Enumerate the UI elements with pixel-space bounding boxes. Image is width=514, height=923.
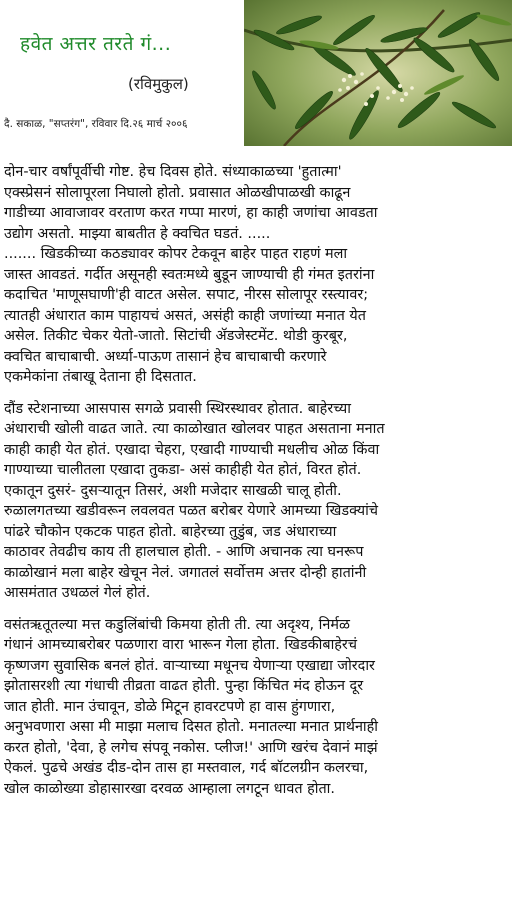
- text-line: क्वचित बाचाबाची. अर्ध्या-पाऊण तासानं हेच बाचाबाची करणारे: [4, 348, 327, 365]
- text-line: एकमेकांना तंबाखू देताना ही दिसतात.: [4, 369, 197, 385]
- text-line: काळोखानं मला बाहेर खेचून नेलं. जगातलं सर्वोत्तम अत्तर दोन्ही हातांनी: [4, 564, 367, 581]
- text-line: दौंड स्टेशनाच्या आसपास सगळे प्रवासी स्थिरस्थावर होतात. बाहेरच्या: [4, 400, 351, 417]
- text-line: कृष्णजग सुवासिक बनलं होतं. वाऱ्याच्या मधूनच येणाऱ्या एखाद्या जोरदार: [4, 657, 375, 674]
- text-line: काठावर तेवढीच काय ती हालचाल होती. - आणि अचानक त्या घनरूप: [4, 544, 364, 560]
- text-line: उद्योग असतो. माझ्या बाबतीत हे क्वचित घडतं. .....: [4, 225, 271, 242]
- text-line: झोतासरशी त्या गंधाची तीव्रता वाढत होती. पुन्हा किंचित मंद होऊन दूर: [4, 678, 364, 694]
- text-line: असेल. तिकीट चेकर येतो-जातो. सिटांची ॲडजेस्टमेंट. थोडी कुरबूर,: [4, 328, 348, 344]
- article-body: [4, 162, 508, 810]
- text-line: एकातून दुसरं- दुसऱ्यातून तिसरं, अशी मजेदार साखळी चालू होती.: [4, 482, 342, 499]
- text-line: आसमंतात उधळलं गेलं होतं.: [4, 585, 151, 601]
- text-line: गाडीच्या आवाजावर वरताण करत गप्पा मारणं, हा काही जणांचा आवडता: [4, 205, 378, 221]
- text-line: वसंतऋतूतल्या मत्त कडुलिंबांची किमया होती ती. त्या अदृश्य, निर्मळ: [4, 616, 350, 633]
- publication-source: दै. सकाळ, "सप्तरंग", रविवार दि.२६ मार्च २००६: [4, 118, 188, 130]
- paragraph-2: [4, 399, 508, 604]
- text-line: गंधानं आमच्याबरोबर पळणारा वारा भारून गेला होता. खिडकीबाहेरचं: [4, 637, 357, 653]
- text-line: खोल काळोख्या डोहासारखा दरवळ आम्हाला लगटून धावत होता.: [4, 780, 335, 797]
- text-line: अनुभवणारा असा मी माझा मलाच दिसत होतो. मनातल्या मनात प्रार्थनाही: [4, 719, 379, 735]
- text-line: ऐकलं. पुढचे अखंड दीड-दोन तास हा मस्तवाल, गर्द बॉटलग्रीन कलरचा,: [4, 760, 369, 776]
- text-line: गाण्याच्या चालीतला एखादा तुकडा- असं काहीही येत होतं, विरत होतं.: [4, 462, 362, 478]
- text-line: रुळालगतच्या खडीवरून लवलवत पळत बरोबर येणारे आमच्या खिडक्यांचे: [4, 503, 379, 519]
- text-line: अंधाराची खोली वाढत जाते. त्या काळोखात खोलवर पाहत असताना मनात: [4, 421, 385, 437]
- text-line: करत होतो, 'देवा, हे लगेच संपवू नकोस. प्लीज!' आणि खरंच देवानं माझं: [4, 739, 378, 756]
- text-line: त्यातही अंधारात काम पाहायचं असतं, असंही काही जणांच्या मनात येत: [4, 307, 366, 324]
- text-line: काही काही येत होतं. एखादा चेहरा, एखादी गाण्याची मधलीच ओळ किंवा: [4, 441, 380, 458]
- text-line: कदाचित 'माणूसघाणी'ही वाटत असेल. सपाट, नीरस सोलापूर रस्त्यावर;: [4, 287, 369, 303]
- text-line: पांढरे चौकोन एकटक पाहत होतो. बाहेरच्या तुडुंब, जड अंधाराच्या: [4, 523, 337, 540]
- article-title: हवेत अत्तर तरते गं...: [20, 33, 172, 55]
- text-line: जास्त आवडतं. गर्दीत असूनही स्वतःमध्ये बुडून जाण्याची ही गंमत इतरांना: [4, 266, 375, 283]
- paragraph-3: [4, 615, 508, 800]
- text-line: जात होती. मान उंचावून, डोळे मिटून हावरटपणे हा वास हुंगणारा,: [4, 698, 336, 715]
- article-header: [0, 0, 514, 150]
- text-line: ....... खिडकीच्या कठड्यावर कोपर टेकवून बाहेर पाहत राहणं मला: [4, 246, 348, 262]
- text-line: दोन-चार वर्षांपूर्वीची गोष्ट. हेच दिवस होते. संध्याकाळच्या 'हुतात्मा': [4, 164, 342, 180]
- neem-branch-photo: [244, 0, 512, 146]
- author-name: (रविमुकुल): [128, 75, 189, 93]
- text-line: एक्स्प्रेसनं सोलापूरला निघालो होतो. प्रवासात ओळखीपाळखी काढून: [4, 184, 351, 201]
- paragraph-1: [4, 162, 508, 388]
